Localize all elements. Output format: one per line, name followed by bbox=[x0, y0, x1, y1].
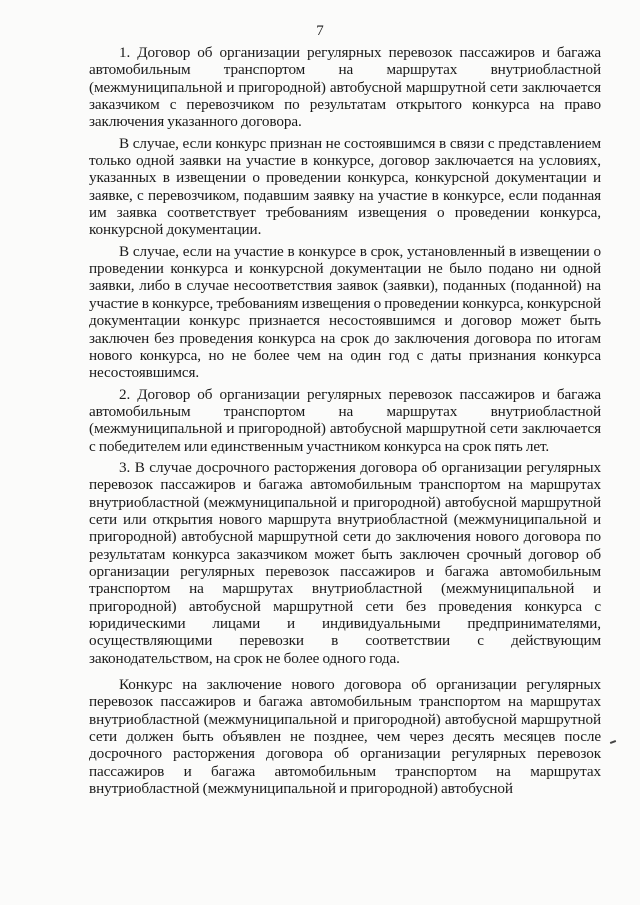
page-number: 7 bbox=[316, 23, 324, 39]
document-body bbox=[89, 44, 601, 797]
paragraph-clause-2: 2. Договор об организации регулярных перевозок пассажиров и багажа автомобильным транспортом на маршрутах внутриобластной (межмуниципальной и пригородной) автобусной маршрутной сети заключается с победителем или единственным участником конкурса на срок пять лет. bbox=[89, 385, 601, 455]
paragraph-clause-1: 1. Договор об организации регулярных перевозок пассажиров и багажа автомобильным транспортом на маршрутах внутриобластной (межмуниципальной и пригородной) автобусной маршрутной сети заключается заказчиком с перевозчиком по результатам открытого конкурса на право заключения указанного договора. bbox=[89, 44, 601, 131]
margin-pen-mark bbox=[610, 740, 616, 744]
paragraph-no-applications: В случае, если на участие в конкурсе в срок, установленный в извещении о проведении конкурса и конкурсной документации не было подано ни одной заявки, либо в случае несоответствия заявок (заявки), поданных (поданной) на участие в конкурсе, требованиям извещения о проведении конкурса, конкурсной документации конкурс признается несостоявшимся и договор может быть заключен без проведения конкурса на срок до заключения договора по итогам нового конкурса, но не более чем на один год с даты признания конкурса несостоявшимся. bbox=[89, 242, 601, 382]
paragraph-single-application: В случае, если конкурс признан не состоявшимся в связи с представлением только одной заявки на участие в конкурсе, договор заключается на условиях, указанных в извещении о проведении конкурса, конкурсной документации и заявке, с перевозчиком, подавшим заявку на участие в конкурсе, если поданная им заявка соответствует требованиям извещения о проведении конкурса, конкурсной документации. bbox=[89, 134, 601, 239]
paragraph-new-contest: Конкурс на заключение нового договора об организации регулярных перевозок пассажиров и багажа автомобильным транспортом на маршрутах внутриобластной (межмуниципальной и пригородной) автобусной маршрутной сети должен быть объявлен не позднее, чем через десять месяцев после досрочного расторжения договора об организации регулярных перевозок пассажиров и багажа автомобильным транспортом на маршрутах внутриобластной (межмуниципальной и пригородной) автобусной bbox=[89, 676, 601, 798]
paragraph-clause-3: 3. В случае досрочного расторжения договора об организации регулярных перевозок пассажиров и багажа автомобильным транспортом на маршрутах внутриобластной (межмуниципальной и пригородной) автобусной маршрутной сети или открытия нового маршрута внутриобластной (межмуниципальной и пригородной) автобусной маршрутной сети до заключения нового договора по результатам конкурса заказчиком может быть заключен срочный договор об организации регулярных перевозок пассажиров и багажа автомобильным транспортом на маршрутах внутриобластной (межмуниципальной и пригородной) автобусной маршрутной сети без проведения конкурса с юридическими лицами и индивидуальными предпринимателями, осуществляющими перевозки в соответствии с действующим законодательством, на срок не более одного года. bbox=[89, 458, 601, 667]
